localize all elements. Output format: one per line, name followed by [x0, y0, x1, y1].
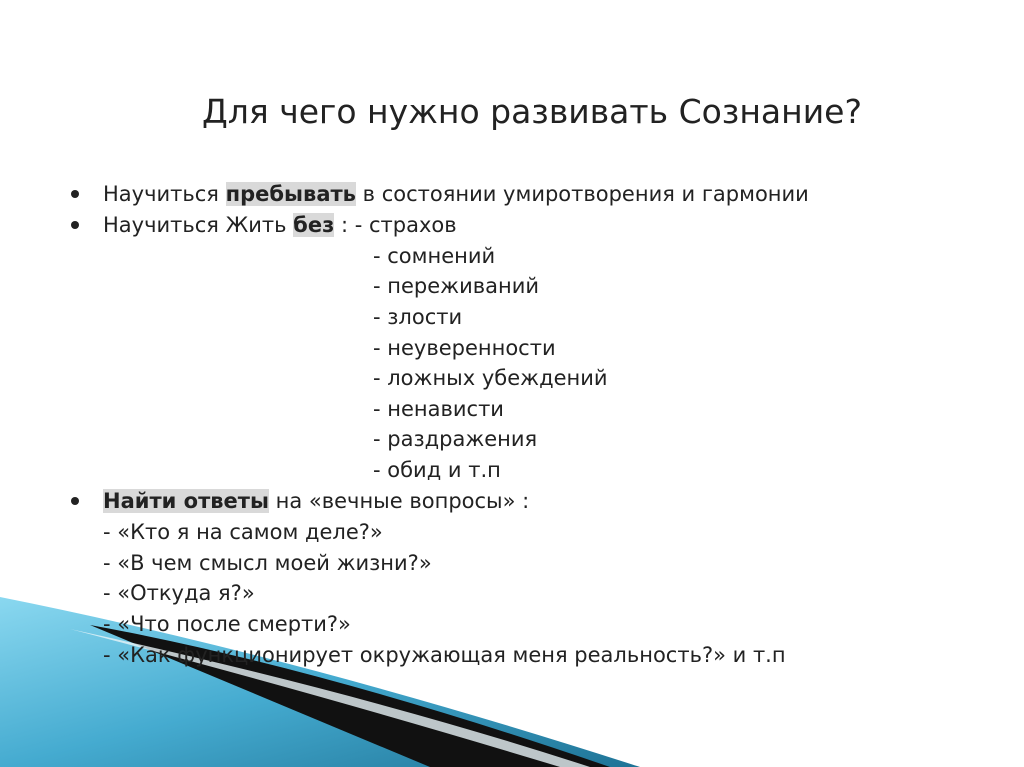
slide-title: Для чего нужно развивать Сознание?	[202, 92, 862, 131]
item-text: Научиться	[103, 182, 226, 206]
sub-item: - раздражения	[373, 427, 538, 451]
highlighted-word: Найти ответы	[103, 489, 269, 513]
bullet-icon	[71, 190, 79, 198]
sub-item: - злости	[373, 305, 463, 329]
question-item: - «Кто я на самом деле?»	[103, 520, 383, 544]
item-text: : - страхов	[334, 213, 457, 237]
item-text: в состоянии умиротворения и гармонии	[355, 182, 809, 206]
sub-item: - ложных убеждений	[373, 366, 608, 390]
sub-item: - сомнений	[373, 244, 496, 268]
item-text: Научиться Жить	[103, 213, 294, 237]
highlighted-word: без	[293, 213, 335, 237]
question-item: - «Как функционирует окружающая меня реальность?» и т.п	[103, 643, 786, 667]
sub-item: - переживаний	[373, 274, 539, 298]
sub-item: - неуверенности	[373, 336, 556, 360]
question-item: - «В чем смысл моей жизни?»	[103, 551, 432, 575]
bullet-icon	[71, 497, 79, 505]
list-item-live-without	[103, 209, 457, 241]
question-item: - «Откуда я?»	[103, 581, 255, 605]
item-text: на «вечные вопросы» :	[268, 489, 530, 513]
list-item-dwell	[103, 178, 809, 210]
question-item: - «Что после смерти?»	[103, 612, 351, 636]
sub-item: - обид и т.п	[373, 458, 501, 482]
highlighted-word: пребывать	[225, 182, 356, 206]
list-item-find-answers	[103, 485, 529, 517]
bullet-icon	[71, 221, 79, 229]
sub-item: - ненависти	[373, 397, 504, 421]
